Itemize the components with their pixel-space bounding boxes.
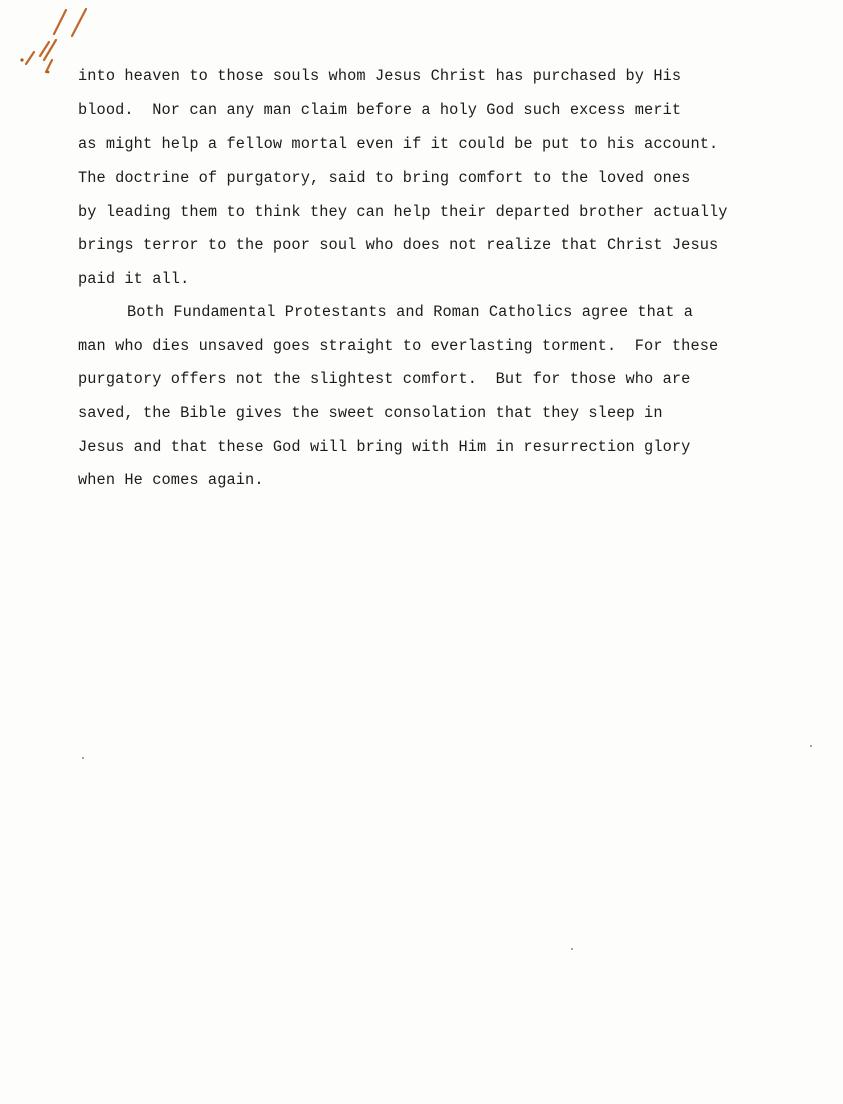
paper-speck: [810, 745, 812, 747]
paragraph-1-line-5: by leading them to think they can help their departed brother actually: [78, 203, 728, 221]
paragraph-1-line-7: paid it all.: [78, 270, 190, 288]
paragraph-1-line-2: blood. Nor can any man claim before a holy God such excess merit: [78, 101, 682, 119]
paragraph-1-line-3: as might help a fellow mortal even if it could be put to his account.: [78, 135, 719, 153]
paragraph-2-line-4: saved, the Bible gives the sweet consolation that they sleep in: [78, 404, 663, 422]
paragraph-2-line-1: Both Fundamental Protestants and Roman Catholics agree that a: [127, 303, 694, 321]
paragraph-2-line-5: Jesus and that these God will bring with Him in resurrection glory: [78, 438, 691, 456]
paragraph-2-line-6: when He comes again.: [78, 471, 264, 489]
paper-speck: [82, 757, 84, 759]
paragraph-1-line-4: The doctrine of purgatory, said to bring comfort to the loved ones: [78, 169, 691, 187]
paragraph-2-line-2: man who dies unsaved goes straight to everlasting torment. For these: [78, 337, 719, 355]
paragraph-1-line-1: into heaven to those souls whom Jesus Christ has purchased by His: [78, 67, 682, 85]
paragraph-2-line-3: purgatory offers not the slightest comfort. But for those who are: [78, 370, 691, 388]
paper-speck: [571, 948, 573, 950]
paragraph-1-line-6: brings terror to the poor soul who does not realize that Christ Jesus: [78, 236, 719, 254]
